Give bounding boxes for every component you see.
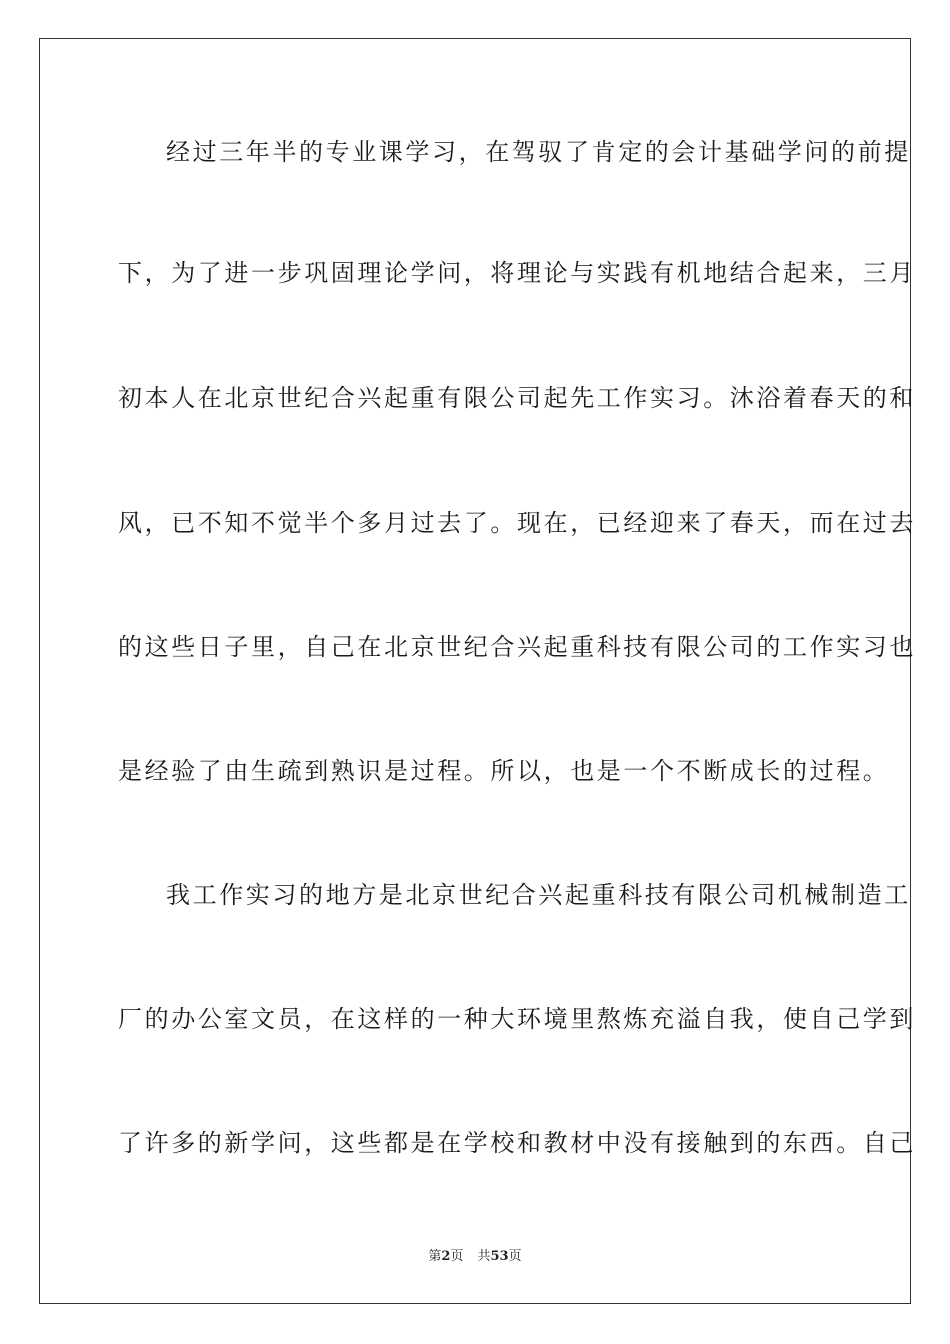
- total-prefix: 共: [477, 1249, 491, 1264]
- paragraph-1-line-3: 初本人在北京世纪合兴起重有限公司起先工作实习。沐浴着春天的和: [118, 384, 916, 412]
- paragraph-1-line-5: 的这些日子里，自己在北京世纪合兴起重科技有限公司的工作实习也: [118, 633, 916, 661]
- total-suffix: 页: [508, 1249, 522, 1264]
- paragraph-2-line-1: 我工作实习的地方是北京世纪合兴起重科技有限公司机械制造工: [166, 881, 911, 909]
- page-number: 2: [441, 1249, 451, 1264]
- page-suffix: 页: [450, 1249, 464, 1264]
- paragraph-1-line-1: 经过三年半的专业课学习，在驾驭了肯定的会计基础学问的前提: [166, 138, 911, 166]
- paragraph-1-line-6: 是经验了由生疏到熟识是过程。所以，也是一个不断成长的过程。: [118, 757, 890, 785]
- total-pages: 53: [490, 1249, 509, 1264]
- paragraph-1-line-4: 风，已不知不觉半个多月过去了。现在，已经迎来了春天，而在过去: [118, 509, 916, 537]
- paragraph-1-line-2: 下，为了进一步巩固理论学问，将理论与实践有机地结合起来，三月: [118, 259, 916, 287]
- paragraph-2-line-3: 了许多的新学问，这些都是在学校和教材中没有接触到的东西。自己: [118, 1129, 916, 1157]
- paragraph-2-line-2: 厂的办公室文员，在这样的一种大环境里熬炼充溢自我，使自己学到: [118, 1005, 916, 1033]
- page-prefix: 第: [428, 1249, 442, 1264]
- page-footer: [0, 1248, 950, 1266]
- page-border: [39, 38, 916, 1304]
